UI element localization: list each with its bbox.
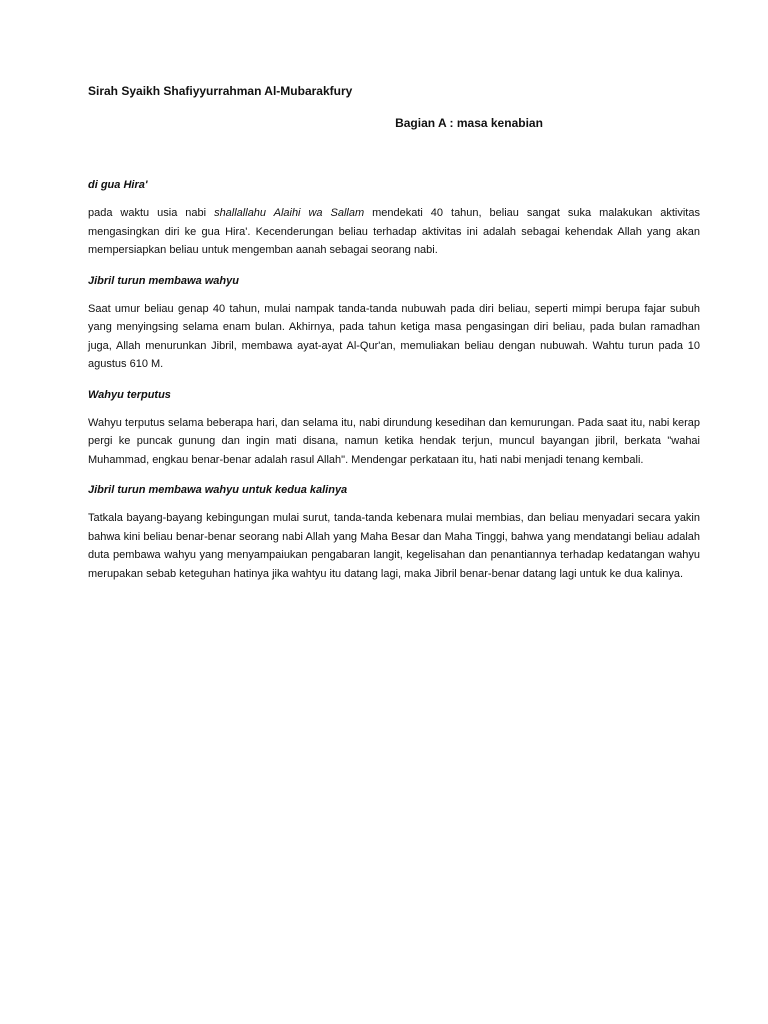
section-heading-jibril-turun: Jibril turun membawa wahyu [88,274,239,287]
paragraph-text-after: mendekati 40 tahun, beliau sangat suka malakukan aktivitas mengasingkan diri ke gua Hira'. Kecenderungan beliau terhadap aktivitas ini adalah sebagai kehendak Allah yang akan mempersiapkan beliau untuk mengemban aanah sebagai seorang nabi. [88,207,700,256]
section-heading-wahyu-terputus: Wahyu terputus [88,388,171,401]
section-paragraph-wahyu-terputus: Wahyu terputus selama beberapa hari, dan selama itu, nabi dirundung kesedihan dan kemurungan. Pada saat itu, nabi kerap pergi ke puncak gunung dan ingin mati disana, namun ketika hendak terjun, muncul bayangan jibril, berkata "wahai Muhammad, engkau benar-benar adalah rasul Allah". Mendengar perkataan itu, hati nabi menjadi tenang kembali. [88,416,700,466]
paragraph-italic-salutation: shallallahu Alaihi wa Sallam [214,207,365,219]
section-heading-gua-hira: di gua Hira' [88,179,148,191]
document-title: Sirah Syaikh Shafiyyurrahman Al-Mubarakfury [88,84,353,98]
section-paragraph-gua-hira [88,204,700,260]
section-paragraph-kedua-kalinya: Tatkala bayang-bayang kebingungan mulai surut, tanda-tanda kebenara mulai membias, dan beliau menyadari secara yakin bahwa kini beliau benar-benar seorang nabi Allah yang Maha Besar dan Maha Tinggi, bahwa yang mendatangi beliau adalah duta pembawa wahyu yang menyampaiukan pengabaran langit, kegelisahan dan penantiannya terhadap kedatangan wahyu merupakan sebab keteguhan hatinya jika wahtyu itu datang lagi, maka Jibril benar-benar datang lagi untuk ke dua kalinya. [88,512,700,580]
section-paragraph-jibril-turun: Saat umur beliau genap 40 tahun, mulai nampak tanda-tanda nubuwah pada diri beliau, seperti mimpi berupa fajar subuh yang menyingsing selama enam bulan. Akhirnya, pada tahun ketiga masa pengasingan diri beliau, pada bulan ramadhan juga, Allah menurunkan Jibril, membawa ayat-ayat Al-Qur'an, memuliakan beliau dengan nubuwah. Wahtu turun pada 10 agustus 610 M. [88,302,700,370]
document-subtitle: Bagian A : masa kenabian [395,116,543,130]
paragraph-text-before: pada waktu usia nabi [88,207,215,219]
section-heading-kedua-kalinya: Jibril turun membawa wahyu untuk kedua kalinya [88,484,348,496]
